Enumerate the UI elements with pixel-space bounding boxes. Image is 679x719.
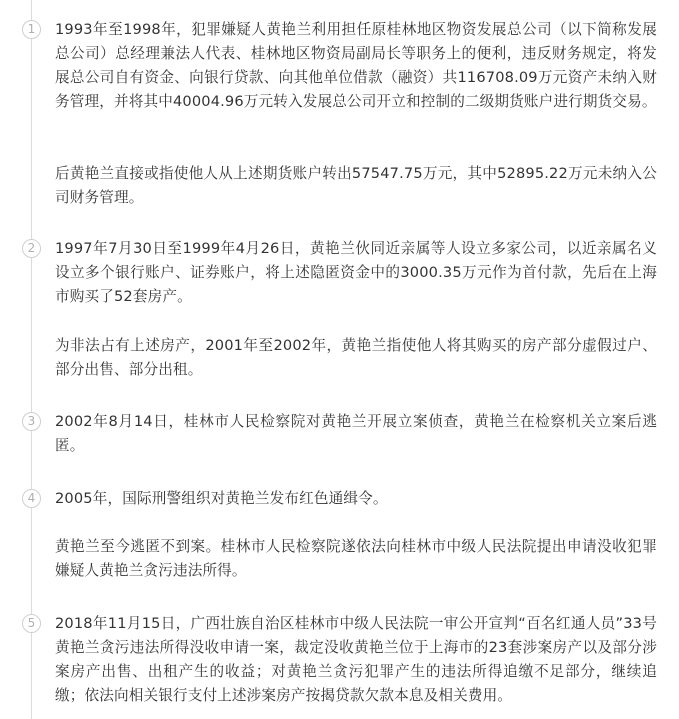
item-2-paragraph-2: 为非法占有上述房产，2001年至2002年，黄艳兰指使他人将其购买的房产部分虚假过户、部分出售、部分出租。 [55,337,657,378]
item-1-paragraph-2: 后黄艳兰直接或指使他人从上述期货账户转出57547.75万元，其中52895.22万元未纳入公司财务管理。 [55,165,657,206]
item-4-paragraph-1: 2005年，国际刑警组织对黄艳兰发布红色通缉令。 [55,490,388,507]
step-marker-5: 5 [22,614,41,633]
item-2-paragraph-1: 1997年7月30日至1999年4月26日，黄艳兰伙同近亲属等人设立多家公司，以近亲属名义设立多个银行账户、证券账户，将上述隐匿资金中的3000.35万元作为首付款，先后在上海市购买了52套房产。 [55,240,657,305]
item-4-paragraph-2: 黄艳兰至今逃匿不到案。桂林市人民检察院遂依法向桂林市中级人民法院提出申请没收犯罪嫌疑人黄艳兰贪污违法所得。 [55,538,657,579]
step-marker-2: 2 [22,239,41,258]
item-5-paragraph-1: 2018年11月15日，广西壮族自治区桂林市中级人民法院一审公开宣判“百名红通人员”33号黄艳兰贪污违法所得没收申请一案，裁定没收黄艳兰位于上海市的23套涉案房产以及部分涉案房产出售、出租产生的收益；对黄艳兰贪污犯罪产生的违法所得追缴不足部分，继续追缴；依法向相关银行支付上述涉案房产按揭贷款欠款本息及相关费用。 [55,615,657,704]
item-3-paragraph-1: 2002年8月14日，桂林市人民检察院对黄艳兰开展立案侦查，黄艳兰在检察机关立案后逃匿。 [55,413,657,454]
timeline-line [31,0,32,719]
step-marker-3: 3 [22,412,41,431]
step-marker-4: 4 [22,489,41,508]
step-marker-1: 1 [22,20,41,39]
item-1-paragraph-1: 1993年至1998年，犯罪嫌疑人黄艳兰利用担任原桂林地区物资发展总公司（以下简称发展总公司）总经理兼法人代表、桂林地区物资局副局长等职务上的便利，违反财务规定，将发展总公司自有资金、向银行贷款、向其他单位借款（融资）共116708.09万元资产未纳入财务管理，并将其中40004.96万元转入发展总公司开立和控制的二级期货账户进行期货交易。 [55,21,657,110]
